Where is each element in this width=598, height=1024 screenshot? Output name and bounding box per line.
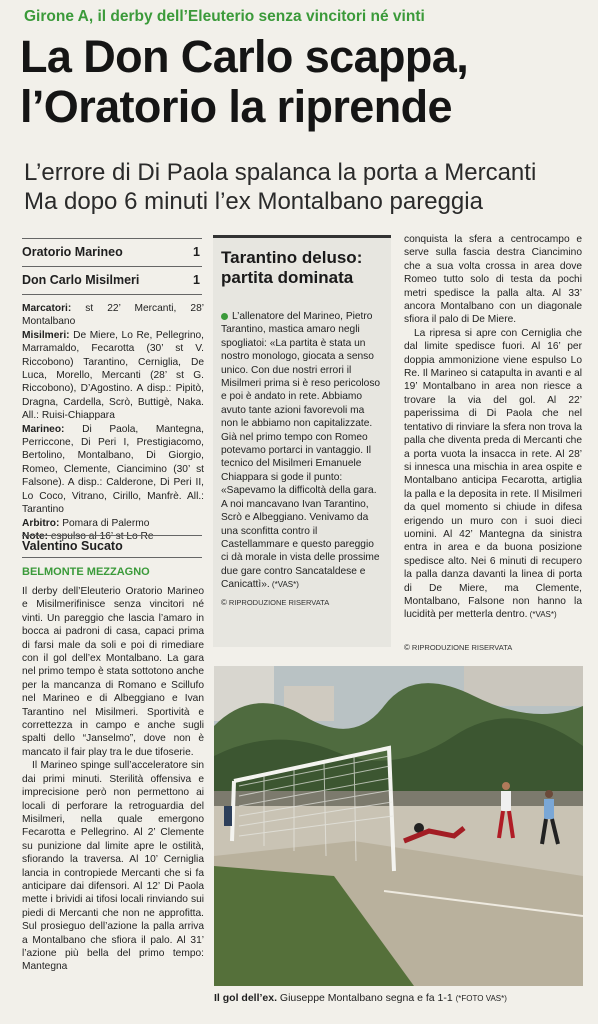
paragraph: Il Marineo spinge sull’acceleratore sin dai primi minuti. Sterilità offensiva e imprecisione però non permettono ai locali di perforare la retroguardia del Misilmeri, nella quale emergono Fecarotta e Pellegrino. Al 2’ Clemente su punizione dal limite apre le ostilità, sfiorando la traversa. Al 10’ Cerniglia lancia in contropiede Mercanti che si fa anticipare dai difensori. Al 12’ Di Paola mette i brividi ai tifosi locali rinviando sui piedi di Mercanti che non ne approfitta. Sul prosieguo dell’azione la palla arriva a Montalbano che sfiora il palo. Al 31’ l’azione più bella del primo tempo: Mantegna: [22, 760, 204, 973]
credit-text: RIPRODUZIONE RISERVATA: [411, 643, 513, 652]
headline: [20, 32, 585, 132]
right-signature: (*VAS*): [527, 610, 557, 620]
article-body-left: [22, 585, 204, 974]
caption-text: Giuseppe Montalbano segna e fa 1-1: [277, 992, 456, 1004]
headline-line-1: La Don Carlo scappa,: [20, 31, 469, 82]
report-text: espulso al 16’ st Lo Re: [48, 530, 154, 542]
report-text: Di Paola, Mantegna, Perriccone, Di Peri I, Prestigiacomo, Bertolino, Montalbano, Di Giorgio, Romeo, Clemente, Ciancimino (30’ st Falsone). A disp.: Calderone, Di Peri II, Lo Coco, Vitrano, Cirillo, Manfrè. All.: Tarantino: [22, 423, 204, 516]
report-text: st 22’ Mercanti, 28’ Montalbano: [22, 303, 204, 328]
report-scorers: [22, 302, 204, 329]
credit-text: RIPRODUZIONE RISERVATA: [228, 597, 330, 607]
report-misilmeri: [22, 329, 204, 423]
subhead-line-1: L’errore di Di Paola spalanca la porta a Mercanti: [24, 159, 537, 186]
report-label: Note:: [22, 530, 49, 542]
photo-caption: [214, 992, 583, 1004]
paragraph: Il derby dell’Eleuterio Oratorio Marineo e Misilmerifinisce senza vincitori né vinti. Un pareggio che lascia l’amaro in bocca ai padroni di casa, capaci prima di farsi male da soli e poi di rimediare con il gol dell’ex Montalbano. La gara nel primo tempo è stata sottotono anche per la mancanza di Romano e Scillufo nel Marineo e di Albeggiano e Ivan Tarantino nel Misilmeri. Sportività e correttezza in campo e anche sugli spalti dello “Janselmo”, dove non è mancato il fair play tra le due tifoserie.: [22, 586, 204, 758]
headline-line-2: l’Oratorio la riprende: [20, 81, 452, 132]
bullet-dot-icon: [221, 313, 228, 320]
match-photo: [214, 666, 583, 986]
report-marineo: [22, 423, 204, 517]
score-row-home: [22, 239, 202, 267]
article-body-right: [404, 233, 582, 622]
dateline: BELMONTE MEZZAGNO: [22, 566, 150, 578]
match-report: [22, 302, 204, 543]
report-text: De Miere, Lo Re, Pellegrino, Marramaldo, Fecarotta (30’ st V. Riccobono) Tarantino, Cerniglia, De Luca, Morello, Mercanti (28’ st G. Riccobono), D’Agostino. A disp.: Pipitò, Dragna, Cardella, Scrò, Buttigè, Naka. All.: Ruisi-Chiappara: [22, 329, 204, 422]
caption-title: Il gol dell’ex.: [214, 992, 278, 1004]
scoreboard: [22, 238, 202, 295]
team-goals: 1: [193, 245, 200, 259]
team-name: Don Carlo Misilmeri: [22, 273, 140, 287]
report-label: Misilmeri:: [22, 329, 70, 341]
copyright-icon: ©: [404, 643, 410, 652]
score-row-away: [22, 267, 202, 295]
team-goals: 1: [193, 273, 200, 287]
report-label: Marcatori:: [22, 303, 72, 314]
report-text: Pomara di Palermo: [59, 517, 150, 529]
kicker: Girone A, il derby dell’Eleuterio senza vincitori né vinti: [24, 8, 425, 25]
sidebar-box: [213, 235, 391, 647]
sidebar-title: Tarantino deluso: partita dominata: [221, 248, 363, 287]
match-photo-illustration: [214, 666, 583, 986]
article-credit: [404, 643, 582, 652]
paragraph: [404, 327, 582, 622]
report-label: Arbitro:: [22, 517, 60, 529]
copyright-icon: ©: [221, 597, 227, 607]
byline: Valentino Sucato: [22, 535, 202, 558]
subheadline: [24, 158, 584, 216]
paragraph-text: La ripresa si apre con Cerniglia che dal limite spedisce fuori. Al 16’ per doppia ammonizione viene espulso Lo Re. Il Marineo si catapulta in avanti e al 19’ Montalbano in area non riesce a trovare la via del gol. Al 22’ paperissima di Di Paola che nel tentativo di rinviare la sfera non trova la palla che diventa preda di Mercanti che a porta vuota la insacca in rete. Al 28’ si innesca una mischia in area ospite e Montalbano anticipa Fecarotta, artiglia la palla e la deposita in rete. Il Misilmeri da quel momento si chiude in difesa erigendo un muro con i suoi dieci uomini. Al 42’ Mantegna da sinistra entra in area e da buona posizione spedisce alto. Nei 6 minuti di recupero la palla danza davanti la linea di porta di De Miere, ma Clemente, Montalbano, Falsone non hanno la lucidità per metterla dentro.: [404, 327, 582, 621]
caption-credit: (*FOTO VAS*): [455, 994, 507, 1003]
report-label: Marineo:: [22, 423, 65, 435]
sidebar-text: [221, 310, 383, 592]
subhead-line-2: Ma dopo 6 minuti l’ex Montalbano pareggia: [24, 188, 483, 215]
sidebar-signature: (*VAS*): [269, 580, 299, 590]
team-name: Oratorio Marineo: [22, 245, 123, 259]
paragraph: conquista la sfera a centrocampo e serve sulla fascia destra Ciancimino che a sua volta crossa in area dove Romeo tutto solo di testa da pochi metri spedisce la palla alta. Al 33’ ancora Montalbano con un diagonale sfiora il palo di De Miere.: [404, 234, 582, 326]
report-referee: [22, 517, 204, 530]
sidebar-quote: L’allenatore del Marineo, Pietro Tarantino, mastica amaro negli spogliatoi: «La partita è stata un nostro monologo, giocata a senso unico. Con due nostri errori il Misilmeri prima si è reso pericoloso e poi è andato in rete. Abbiamo avuto tante azioni favorevoli ma non le abbiamo non capitalizzate. Già nel primo tempo con Romeo potevamo portarci in vantaggio. Il tecnico del Misilmeri Emanuele Chiappara si gode il punto: «Sapevamo la difficoltà della gara. A noi mancavano Ivan Tarantino, Scrò e Albeggiano. Venivamo da una sconfitta contro il Castellammare e questo pareggio ci dà morale in vista delle prossime due gare contro Sancataldese e Canicattì».: [221, 311, 381, 591]
sidebar-credit: [221, 598, 383, 607]
